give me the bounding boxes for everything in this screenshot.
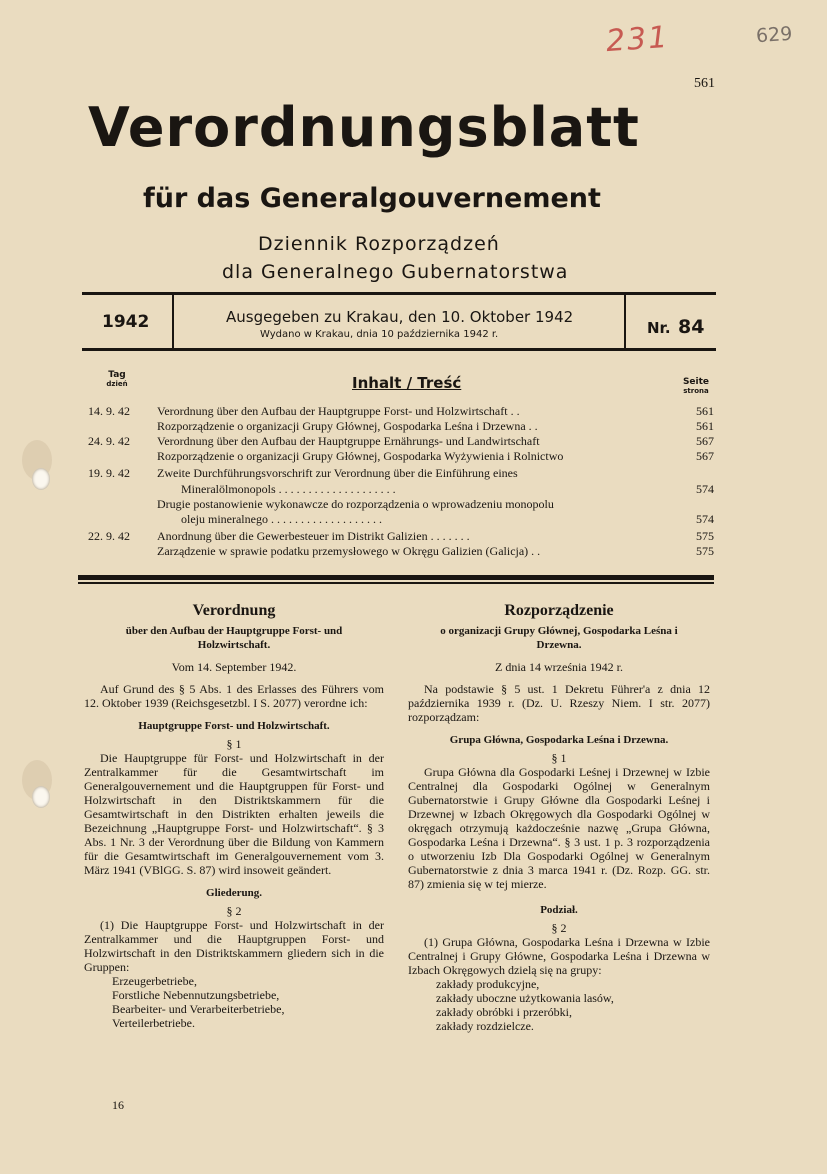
toc-page-label [678,377,714,395]
group-list-item: Erzeugerbetriebe, [112,974,197,988]
toc-entry-page: 561 [696,419,714,433]
polish-group-list [408,977,710,1033]
toc-entry-text: Zweite Durchführungsvorschrift zur Verordnung über die Einführung eines [157,466,518,480]
section-rule [78,582,714,584]
toc-page-label-pl: strona [683,387,709,395]
group-list-item: Forstliche Nebennutzungsbetriebe, [112,988,280,1002]
issue-box-top-rule [82,292,716,295]
toc-entry-text: Rozporządzenie o organizacji Grupy Głównej, Gospodarka Leśna i Drzewna . . [157,419,538,433]
issue-box-bottom-rule [82,348,716,351]
page-number: 561 [694,76,715,91]
polish-section2-para: § 2 [551,921,567,935]
toc-entry-text: Rozporządzenie o organizacji Grupy Głównej, Gospodarka Wyżywienia i Rolnictwo [157,449,564,463]
german-heading: Verordnung [192,602,276,619]
toc-entry-text: Drugie postanowienie wykonawcze do rozporządzenia o wprowadzeniu monopolu [157,497,554,511]
toc-entry-page: 575 [696,544,714,558]
red-handwritten-mark: 231 [604,19,671,60]
polish-section2-text: (1) Grupa Główna, Gospodarka Leśna i Drzewna w Izbie Centralnej i Grupy Główne, Gospodarka Leśna i Drzewna w Izbach Okręgowych dzielą się na grupy: [408,935,710,977]
group-list-item: Bearbeiter- und Verarbeiterbetriebe, [112,1002,285,1016]
toc-day-label-de: Tag [108,370,126,380]
german-section1-text: Die Hauptgruppe für Forst- und Holzwirtschaft in der Zentralkammer für die Gesamtwirtschaft im Generalgouvernement und die Hauptgruppen für Forst- und Holzwirtschaft in den Distriktskammern für die Gesamtwirtschaft in den Distrikten erhalten jeweils die Bezeichnung „Hauptgruppe Forst- und Holzwirtschaft“. § 3 Abs. 1 Nr. 3 der Verordnung über die Bildung von Kammern für die Gesamtwirtschaft im Generalgouvernement vom 3. März 1941 (VBlGG. S. 87) wird insoweit geändert. [84,751,384,877]
punch-hole [32,468,50,490]
toc-entry-text: Mineralölmonopols . . . . . . . . . . . . . . . . . . . . [181,482,396,496]
toc-entry-text: Zarządzenie w sprawie podatku przemysłowego w Okręgu Galizien (Galicja) . . [157,544,541,558]
german-intro: Auf Grund des § 5 Abs. 1 des Erlasses des Führers vom 12. Oktober 1939 (Reichsgesetzbl. I S. 2077) verordne ich: [84,682,384,710]
toc-entry-text: Anordnung über die Gewerbesteuer im Distrikt Galizien . . . . . . . [157,529,470,543]
toc-entry-page: 575 [696,529,714,543]
issue-box-divider [624,295,626,348]
issue-year: 1942 [102,312,150,332]
german-section2-para: § 2 [226,904,242,918]
polish-section1-text: Grupa Główna dla Gospodarki Leśnej i Drzewnej w Izbie Centralnej dla Gospodarki Ogólnej w Generalnym Gubernatorstwie i Grupy Główne dla Gospodarki Leśnej i Drzewnej w Izbach Okręgowych dla Gospodarki Ogólnej w okręgach otrzymują każdocześnie nazwę „Grupa Główna, Gospodarka Leśna i Drzewna“. § 3 ust. 1 p. 3 rozporządzenia o utworzeniu Izb Dla Gospodarki Ogólnej w Generalnym Gubernatorstwie z dnia 3 marca 1941 r. (Dz. Rozp. GG. str. 87) zmienia się w tej mierze. [408,765,710,891]
masthead-subtitle: für das Generalgouvernement [143,183,601,214]
toc-page-label-de: Seite [682,377,710,387]
polish-heading: Rozporządzenie [504,602,614,619]
toc-entry-page: 567 [696,449,714,463]
german-group-list [84,974,384,1030]
german-section1-title: Hauptgruppe Forst- und Holzwirtschaft. [138,720,330,732]
toc-entry-page: 574 [696,482,714,496]
toc-entry-date: 14. 9. 42 [88,404,130,418]
german-date-line: Vom 14. September 1942. [171,660,297,674]
polish-section1-title: Grupa Główna, Gospodarka Leśna i Drzewna. [449,734,669,746]
punch-hole [32,786,50,808]
pencil-note: 629 [755,22,793,48]
toc-day-label [102,370,132,388]
german-subheading: über den Aufbau der Hauptgruppe Forst- und Holzwirtschaft. [125,625,343,651]
issue-number-label: Nr. [647,319,671,337]
issue-box-divider [172,295,174,348]
polish-subheading: o organizacji Grupy Głównej, Gospodarka Leśna i Drzewna. [440,625,678,651]
polish-section1-para: § 1 [551,751,567,765]
masthead-title: Verordnungsblatt [88,96,640,159]
group-list-item: zakłady produkcyjne, [436,977,540,991]
section-rule [78,575,714,580]
toc-entry-page: 561 [696,404,714,418]
issue-date-german: Ausgegeben zu Krakau, den 10. Oktober 1942 [226,308,574,326]
polish-intro: Na podstawie § 5 ust. 1 Dekretu Führer'a z dnia 12 października 1939 r. (Dz. U. Rzeszy Niem. I str. 2077) rozporządzam: [408,682,710,724]
group-list-item: zakłady rozdzielcze. [436,1019,534,1033]
group-list-item: Verteilerbetriebe. [112,1016,195,1030]
toc-entry-text: oleju mineralnego . . . . . . . . . . . . . . . . . . . [181,512,382,526]
polish-section2-title: Podział. [540,904,578,916]
toc-day-label-pl: dzień [106,380,128,388]
toc-entry-page: 567 [696,434,714,448]
footer-number: 16 [112,1098,124,1112]
toc-entry-date: 22. 9. 42 [88,529,130,543]
german-column [84,604,384,1030]
polish-column [408,604,710,1033]
group-list-item: zakłady uboczne użytkowania lasów, [436,991,614,1005]
german-section2-text: (1) Die Hauptgruppe Forst- und Holzwirtschaft in der Zentralkammer und die Hauptgruppen Forst- und Holzwirtschaft in den Distriktskammern gliedern sich in die Gruppen: [84,918,384,974]
toc-entry-date: 24. 9. 42 [88,434,130,448]
group-list-item: zakłady obróbki i przeróbki, [436,1005,572,1019]
issue-date-polish: Wydano w Krakau, dnia 10 października 1942 r. [260,329,499,340]
masthead-polish-line1: Dziennik Rozporządzeń [258,233,500,255]
toc-entry-page: 574 [696,512,714,526]
toc-entry-text: Verordnung über den Aufbau der Hauptgruppe Forst- und Holzwirtschaft . . [157,404,520,418]
german-section1-para: § 1 [226,737,242,751]
toc-entry-date: 19. 9. 42 [88,466,130,480]
issue-number: 84 [678,316,705,338]
toc-title: Inhalt / Treść [352,374,462,392]
toc-entry-text: Verordnung über den Aufbau der Hauptgruppe Ernährungs- und Landwirtschaft [157,434,540,448]
german-section2-title: Gliederung. [206,887,262,899]
polish-date-line: Z dnia 14 września 1942 r. [495,660,623,674]
masthead-polish-line2: dla Generalnego Gubernatorstwa [222,261,569,283]
